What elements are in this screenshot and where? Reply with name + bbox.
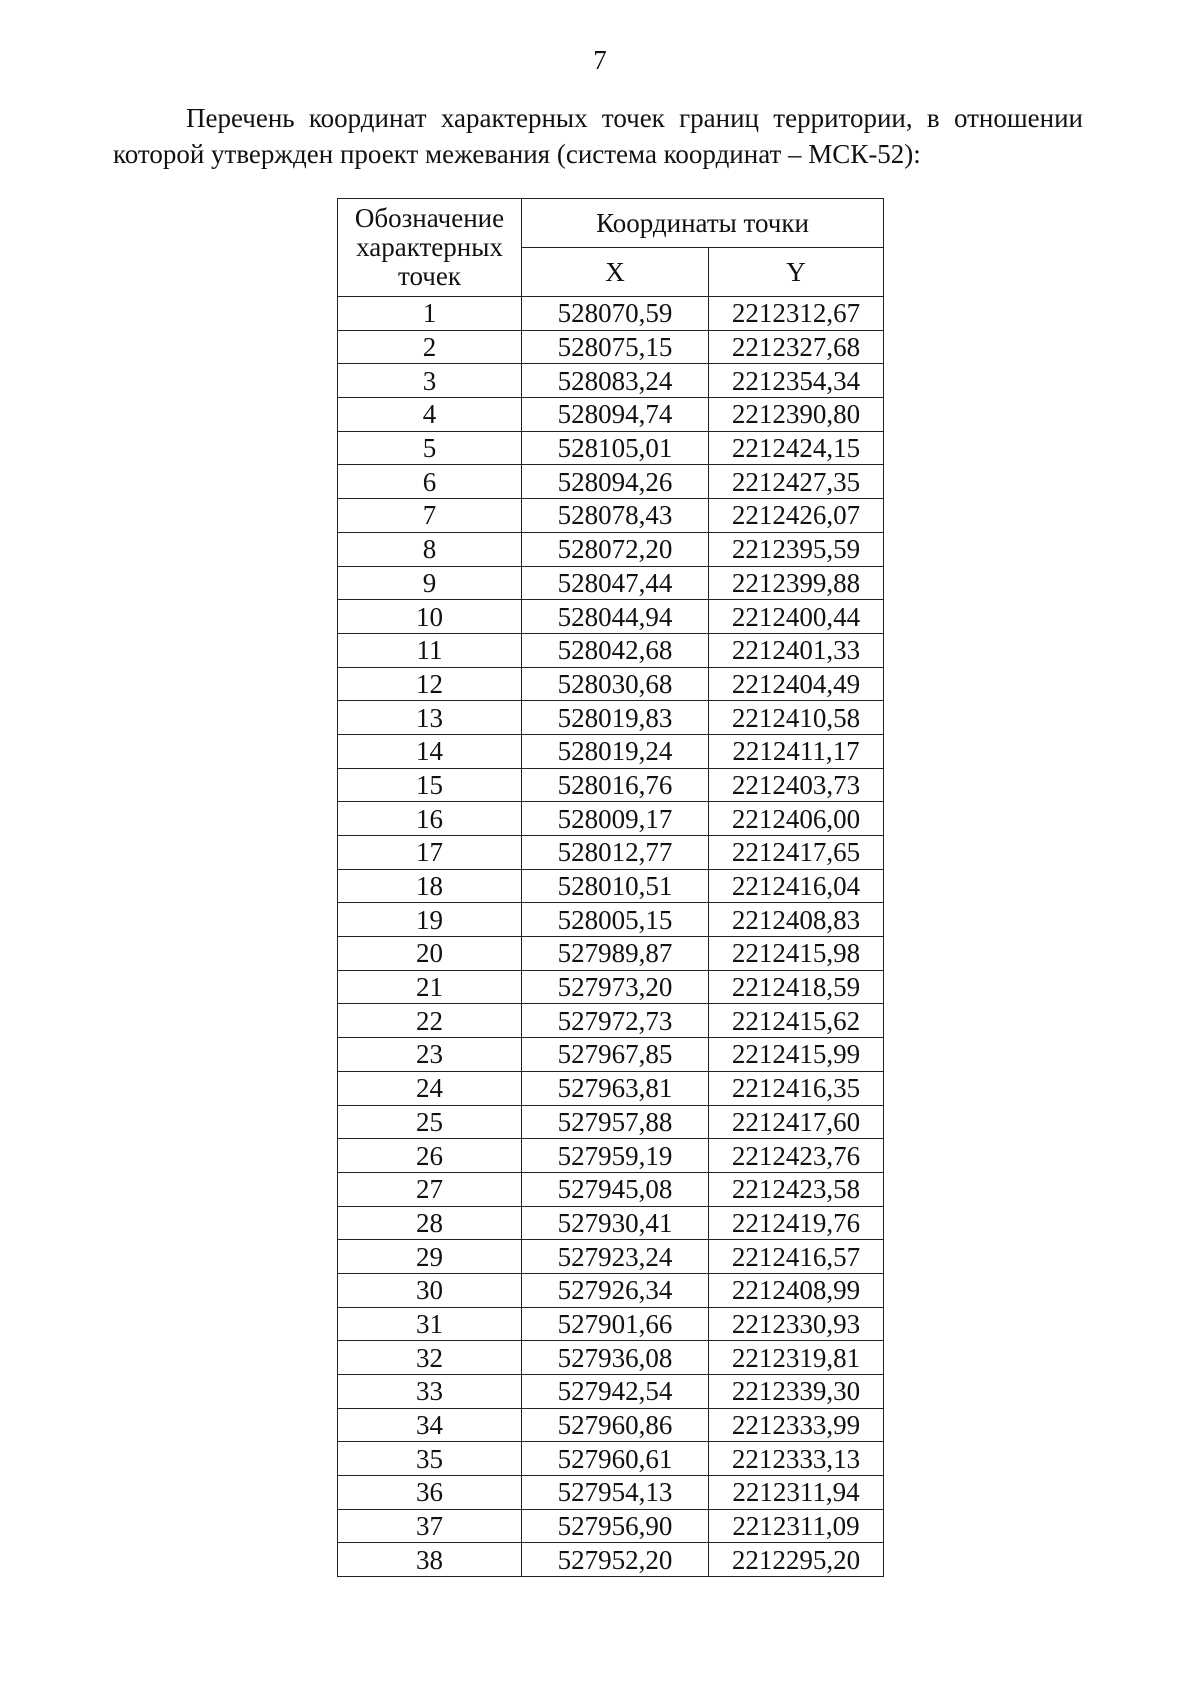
y-coordinate-cell: 2212406,00	[709, 802, 884, 836]
y-coordinate-cell: 2212400,44	[709, 600, 884, 634]
point-number-cell: 21	[338, 970, 522, 1004]
intro-paragraph: Перечень координат характерных точек границ территории, в отношении которой утвержден проект межевания (система координат – МСК-52):	[113, 103, 1083, 169]
y-coordinate-cell: 2212312,67	[709, 297, 884, 331]
table-row	[338, 1139, 884, 1173]
table-row	[338, 1408, 884, 1442]
table-header	[338, 199, 884, 297]
point-number-cell: 23	[338, 1038, 522, 1072]
y-coordinate-cell: 2212415,62	[709, 1004, 884, 1038]
table-row	[338, 297, 884, 331]
point-number-cell: 38	[338, 1543, 522, 1577]
y-coordinate-cell: 2212390,80	[709, 398, 884, 432]
table-row	[338, 1375, 884, 1409]
table-row	[338, 1307, 884, 1341]
y-coordinate-cell: 2212399,88	[709, 566, 884, 600]
x-coordinate-cell: 528094,26	[522, 465, 709, 499]
table-row	[338, 1172, 884, 1206]
x-coordinate-cell: 528005,15	[522, 903, 709, 937]
table-row	[338, 869, 884, 903]
x-coordinate-cell: 527923,24	[522, 1240, 709, 1274]
x-coordinate-cell: 527952,20	[522, 1543, 709, 1577]
x-coordinate-cell: 527973,20	[522, 970, 709, 1004]
x-coordinate-cell: 528009,17	[522, 802, 709, 836]
table-row	[338, 1240, 884, 1274]
point-number-cell: 10	[338, 600, 522, 634]
x-coordinate-cell: 527989,87	[522, 937, 709, 971]
y-coordinate-cell: 2212295,20	[709, 1543, 884, 1577]
x-coordinate-cell: 528078,43	[522, 499, 709, 533]
point-number-cell: 20	[338, 937, 522, 971]
y-coordinate-cell: 2212408,99	[709, 1273, 884, 1307]
table-body	[338, 297, 884, 1577]
point-number-cell: 4	[338, 398, 522, 432]
x-coordinate-cell: 528010,51	[522, 869, 709, 903]
table-row	[338, 1341, 884, 1375]
y-coordinate-cell: 2212311,09	[709, 1509, 884, 1543]
point-number-cell: 28	[338, 1206, 522, 1240]
x-coordinate-cell: 527954,13	[522, 1476, 709, 1510]
table-row	[338, 465, 884, 499]
point-number-cell: 7	[338, 499, 522, 533]
table-row	[338, 398, 884, 432]
point-number-cell: 30	[338, 1273, 522, 1307]
table-row	[338, 903, 884, 937]
table-row	[338, 970, 884, 1004]
table-row	[338, 600, 884, 634]
y-coordinate-cell: 2212408,83	[709, 903, 884, 937]
x-coordinate-cell: 528075,15	[522, 330, 709, 364]
x-coordinate-cell: 528083,24	[522, 364, 709, 398]
x-coordinate-cell: 527926,34	[522, 1273, 709, 1307]
y-coordinate-cell: 2212418,59	[709, 970, 884, 1004]
x-coordinate-cell: 527967,85	[522, 1038, 709, 1072]
table-row	[338, 1476, 884, 1510]
x-coordinate-cell: 527936,08	[522, 1341, 709, 1375]
table-row	[338, 836, 884, 870]
table-row	[338, 802, 884, 836]
table-row	[338, 768, 884, 802]
x-coordinate-cell: 527963,81	[522, 1071, 709, 1105]
table-row	[338, 1105, 884, 1139]
point-number-cell: 29	[338, 1240, 522, 1274]
table-row	[338, 566, 884, 600]
y-coordinate-cell: 2212423,58	[709, 1172, 884, 1206]
y-coordinate-cell: 2212427,35	[709, 465, 884, 499]
x-coordinate-cell: 528047,44	[522, 566, 709, 600]
y-coordinate-cell: 2212354,34	[709, 364, 884, 398]
y-coordinate-cell: 2212416,04	[709, 869, 884, 903]
table-row	[338, 1038, 884, 1072]
x-coordinate-cell: 528094,74	[522, 398, 709, 432]
table-row	[338, 667, 884, 701]
y-coordinate-cell: 2212411,17	[709, 734, 884, 768]
y-coordinate-cell: 2212424,15	[709, 431, 884, 465]
y-coordinate-cell: 2212339,30	[709, 1375, 884, 1409]
table-row	[338, 364, 884, 398]
y-coordinate-cell: 2212330,93	[709, 1307, 884, 1341]
y-coordinate-cell: 2212327,68	[709, 330, 884, 364]
point-number-cell: 16	[338, 802, 522, 836]
y-coordinate-cell: 2212423,76	[709, 1139, 884, 1173]
x-coordinate-cell: 528030,68	[522, 667, 709, 701]
x-coordinate-cell: 527960,86	[522, 1408, 709, 1442]
y-coordinate-cell: 2212333,99	[709, 1408, 884, 1442]
table-row	[338, 1273, 884, 1307]
coordinates-table	[337, 198, 884, 1577]
point-number-cell: 36	[338, 1476, 522, 1510]
x-coordinate-cell: 527956,90	[522, 1509, 709, 1543]
table-row	[338, 1206, 884, 1240]
y-coordinate-cell: 2212319,81	[709, 1341, 884, 1375]
y-coordinate-cell: 2212403,73	[709, 768, 884, 802]
y-coordinate-cell: 2212417,65	[709, 836, 884, 870]
point-number-cell: 2	[338, 330, 522, 364]
point-number-cell: 26	[338, 1139, 522, 1173]
y-coordinate-cell: 2212401,33	[709, 633, 884, 667]
table-row	[338, 1004, 884, 1038]
point-number-cell: 22	[338, 1004, 522, 1038]
table-row	[338, 330, 884, 364]
y-coordinate-cell: 2212426,07	[709, 499, 884, 533]
point-number-cell: 14	[338, 734, 522, 768]
x-coordinate-cell: 528044,94	[522, 600, 709, 634]
point-number-cell: 37	[338, 1509, 522, 1543]
x-coordinate-cell: 527960,61	[522, 1442, 709, 1476]
point-number-cell: 31	[338, 1307, 522, 1341]
x-coordinate-cell: 528070,59	[522, 297, 709, 331]
y-coordinate-cell: 2212417,60	[709, 1105, 884, 1139]
point-number-cell: 17	[338, 836, 522, 870]
point-number-cell: 24	[338, 1071, 522, 1105]
table-row	[338, 532, 884, 566]
point-number-cell: 12	[338, 667, 522, 701]
table-row	[338, 937, 884, 971]
point-number-cell: 27	[338, 1172, 522, 1206]
table-row	[338, 1442, 884, 1476]
x-coordinate-cell: 528012,77	[522, 836, 709, 870]
table-row	[338, 1071, 884, 1105]
x-coordinate-cell: 528072,20	[522, 532, 709, 566]
x-coordinate-cell: 527930,41	[522, 1206, 709, 1240]
point-number-cell: 25	[338, 1105, 522, 1139]
table-row	[338, 1509, 884, 1543]
x-coordinate-cell: 527945,08	[522, 1172, 709, 1206]
y-coordinate-cell: 2212415,98	[709, 937, 884, 971]
y-coordinate-cell: 2212333,13	[709, 1442, 884, 1476]
point-number-cell: 33	[338, 1375, 522, 1409]
x-coordinate-cell: 528016,76	[522, 768, 709, 802]
y-coordinate-cell: 2212311,94	[709, 1476, 884, 1510]
point-number-cell: 11	[338, 633, 522, 667]
point-number-cell: 13	[338, 701, 522, 735]
point-number-cell: 9	[338, 566, 522, 600]
x-coordinate-cell: 527972,73	[522, 1004, 709, 1038]
x-coordinate-cell: 527942,54	[522, 1375, 709, 1409]
coordinates-header: Координаты точки	[522, 199, 884, 248]
point-number-cell: 1	[338, 297, 522, 331]
point-number-cell: 5	[338, 431, 522, 465]
point-number-cell: 8	[338, 532, 522, 566]
y-coordinate-cell: 2212415,99	[709, 1038, 884, 1072]
y-column-header: Y	[709, 248, 884, 297]
page-number: 7	[593, 45, 607, 75]
point-number-cell: 35	[338, 1442, 522, 1476]
x-column-header: X	[522, 248, 709, 297]
table-row	[338, 701, 884, 735]
y-coordinate-cell: 2212416,57	[709, 1240, 884, 1274]
y-coordinate-cell: 2212404,49	[709, 667, 884, 701]
x-coordinate-cell: 527957,88	[522, 1105, 709, 1139]
point-number-cell: 32	[338, 1341, 522, 1375]
y-coordinate-cell: 2212410,58	[709, 701, 884, 735]
x-coordinate-cell: 528019,83	[522, 701, 709, 735]
x-coordinate-cell: 527901,66	[522, 1307, 709, 1341]
x-coordinate-cell: 528019,24	[522, 734, 709, 768]
x-coordinate-cell: 528105,01	[522, 431, 709, 465]
x-coordinate-cell: 527959,19	[522, 1139, 709, 1173]
point-number-cell: 18	[338, 869, 522, 903]
table-row	[338, 633, 884, 667]
point-number-cell: 6	[338, 465, 522, 499]
table-row	[338, 1543, 884, 1577]
point-number-cell: 34	[338, 1408, 522, 1442]
point-number-cell: 3	[338, 364, 522, 398]
x-coordinate-cell: 528042,68	[522, 633, 709, 667]
point-designation-header: Обозначение характерных точек	[338, 199, 522, 297]
y-coordinate-cell: 2212416,35	[709, 1071, 884, 1105]
point-number-cell: 15	[338, 768, 522, 802]
point-number-cell: 19	[338, 903, 522, 937]
y-coordinate-cell: 2212395,59	[709, 532, 884, 566]
y-coordinate-cell: 2212419,76	[709, 1206, 884, 1240]
table-row	[338, 734, 884, 768]
table-row	[338, 431, 884, 465]
table-row	[338, 499, 884, 533]
